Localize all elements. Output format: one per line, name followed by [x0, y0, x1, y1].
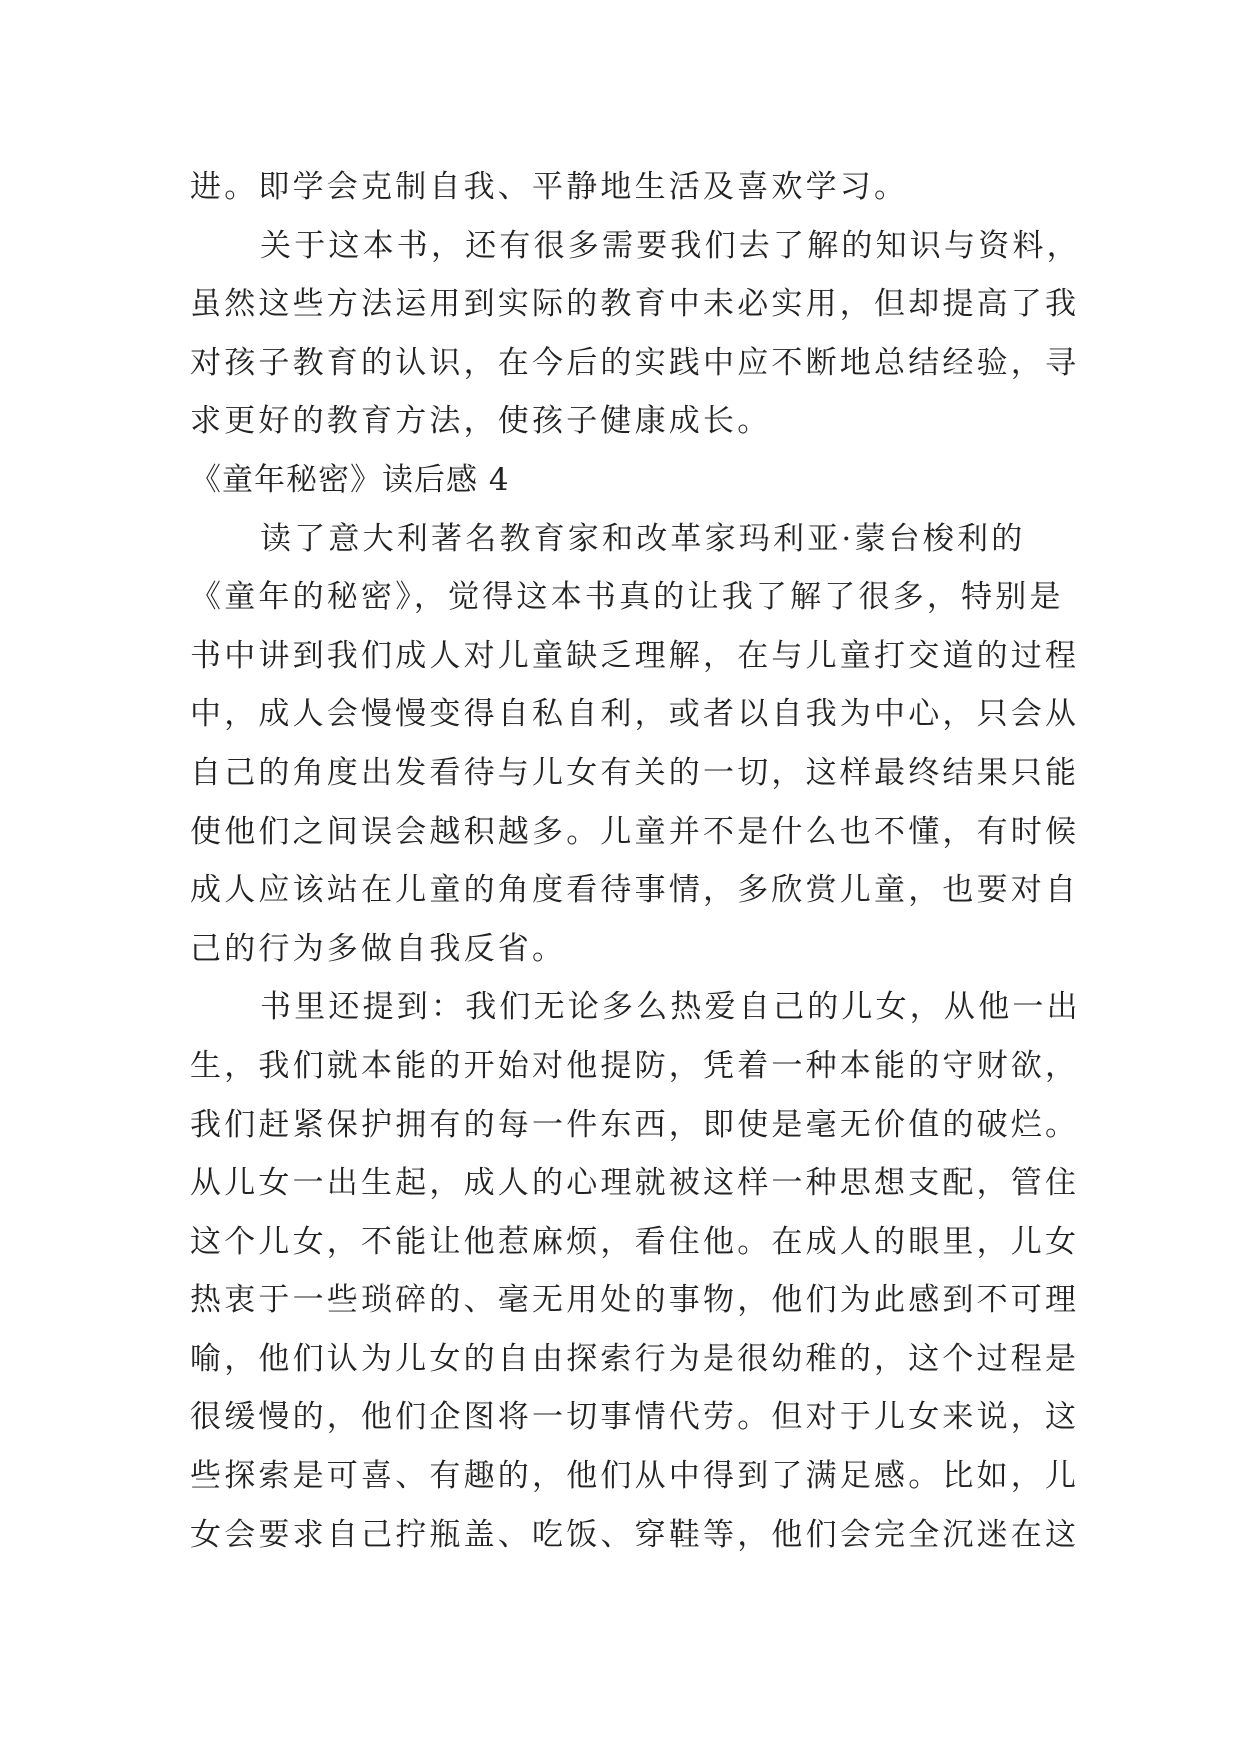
paragraph-line: 关于这本书，还有很多需要我们去了解的知识与资料， [260, 227, 1081, 264]
paragraph-line: 书中讲到我们成人对儿童缺乏理解，在与儿童打交道的过程 [190, 637, 1080, 674]
paragraph-line: 己的行为多做自我反省。 [190, 930, 567, 967]
paragraph-line: 些探索是可喜、有趣的，他们从中得到了满足感。比如，儿 [190, 1458, 1080, 1495]
paragraph-line: 虽然这些方法运用到实际的教育中未必实用，但却提高了我 [190, 286, 1080, 323]
section-heading [190, 451, 1050, 510]
paragraph-line: 书里还提到：我们无论多么热爱自己的儿女，从他一出 [260, 989, 1081, 1026]
paragraph [190, 217, 1081, 451]
paragraph-line: 中，成人会慢慢变得自私自利，或者以自我为中心，只会从 [190, 696, 1080, 733]
paragraph-line: 成人应该站在儿童的角度看待事情，多欣赏儿童，也要对自 [190, 872, 1080, 909]
paragraph-line: 很缓慢的，他们企图将一切事情代劳。但对于儿女来说，这 [190, 1399, 1080, 1436]
document-body [190, 158, 1081, 1564]
paragraph-line: 求更好的教育方法，使孩子健康成长。 [190, 403, 772, 440]
paragraph-line: 使他们之间误会越积越多。儿童并不是什么也不懂，有时候 [190, 813, 1080, 850]
paragraph-line: 女会要求自己拧瓶盖、吃饭、穿鞋等，他们会完全沉迷在这 [190, 1516, 1080, 1553]
paragraph-line: 《童年的秘密》，觉得这本书真的让我了解了很多，特别是 [190, 579, 1064, 616]
paragraph-line: 从儿女一出生起，成人的心理就被这样一种思想支配，管住 [190, 1165, 1080, 1202]
paragraph-line: 喻，他们认为儿女的自由探索行为是很幼稚的，这个过程是 [190, 1340, 1080, 1377]
paragraph-line: 对孩子教育的认识，在今后的实践中应不断地总结经验，寻 [190, 344, 1080, 381]
paragraph-line: 生，我们就本能的开始对他提防，凭着一种本能的守财欲， [190, 1047, 1080, 1084]
heading-text: 《童年秘密》读后感 4 [190, 461, 510, 498]
paragraph-line: 进。即学会克制自我、平静地生活及喜欢学习。 [190, 169, 909, 205]
paragraph-line: 这个儿女，不能让他惹麻烦，看住他。在成人的眼里，儿女 [190, 1223, 1080, 1260]
paragraph-line: 我们赶紧保护拥有的每一件东西，即使是毫无价值的破烂。 [190, 1106, 1080, 1143]
paragraph-line: 自己的角度出发看待与儿女有关的一切，这样最终结果只能 [190, 754, 1080, 791]
paragraph [190, 510, 1080, 979]
paragraph [190, 158, 1050, 217]
paragraph-line: 热衷于一些琐碎的、毫无用处的事物，他们为此感到不可理 [190, 1282, 1080, 1319]
paragraph [190, 978, 1081, 1564]
paragraph-line: 读了意大利著名教育家和改革家玛利亚·蒙台梭利的 [260, 520, 1026, 557]
